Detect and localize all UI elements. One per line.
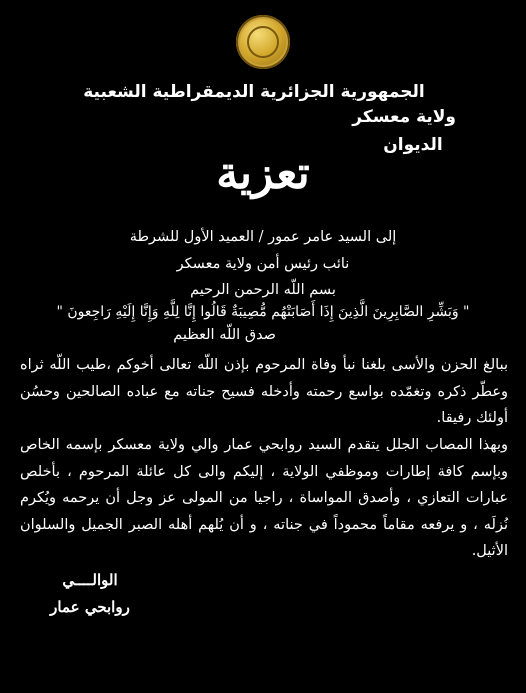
republic-header: الجمهورية الجزائرية الديمقراطية الشعبية: [83, 82, 425, 102]
seal-ring: [247, 26, 279, 58]
sadaqa-line: صدق اللّه العظيم: [173, 327, 276, 343]
condolence-paragraph-1: ببالغ الحزن والأسى بلغنا نبأ وفاة المرحوم بإذن اللّه تعالى أخوكم ،طيب اللّه ثراه وعطّر ذكره وتغمّده بواسع رحمته وأدخله فسيح جناته مع عباده الصالحين وحسُن أولئك رفيقا.: [20, 357, 508, 426]
wilaya-name: ولاية معسكر: [352, 107, 456, 127]
page-title: تعزية: [216, 148, 310, 199]
office-name: الديوان: [383, 135, 443, 155]
basmala: بسم اللّه الرحمن الرحيم: [190, 282, 336, 298]
quran-verse: " وَبَشِّرِ الصَّابِرِينَ الَّذِينَ إِذَا أَصَابَتْهُم مُّصِيبَةٌ قَالُوا إِنَّا لِلَّهِ وَإِنَّا إِلَيْهِ رَاجِعونَ ": [56, 304, 470, 320]
addressee-line-1: إلى السيد عامر عمور / العميد الأول للشرطة: [129, 229, 397, 245]
signature-role: الوالــــي: [62, 571, 118, 589]
addressee-line-2: نائب رئيس أمن ولاية معسكر: [176, 256, 350, 272]
signature-name: روابحي عمار: [50, 598, 130, 616]
condolence-paragraph-2: وبهذا المصاب الجلل يتقدم السيد روابحي عمار والي ولاية معسكر بإسمه الخاص وبإسم كافة إطارات وموظفي الولاية ، إليكم والى كل عائلة المرحوم ، بأخلص عبارات التعازي ، وأصدق المواساة ، راجيا من المولى عز وجل أن يرحمه ويُكرم نُزلَه ، و يرفعه مقاماً محموداً في جناته ، و أن يُلهم أهله الصبر الجميل والسلوان الأثيل.: [20, 437, 508, 559]
coat-of-arms-seal-icon: [236, 15, 290, 69]
